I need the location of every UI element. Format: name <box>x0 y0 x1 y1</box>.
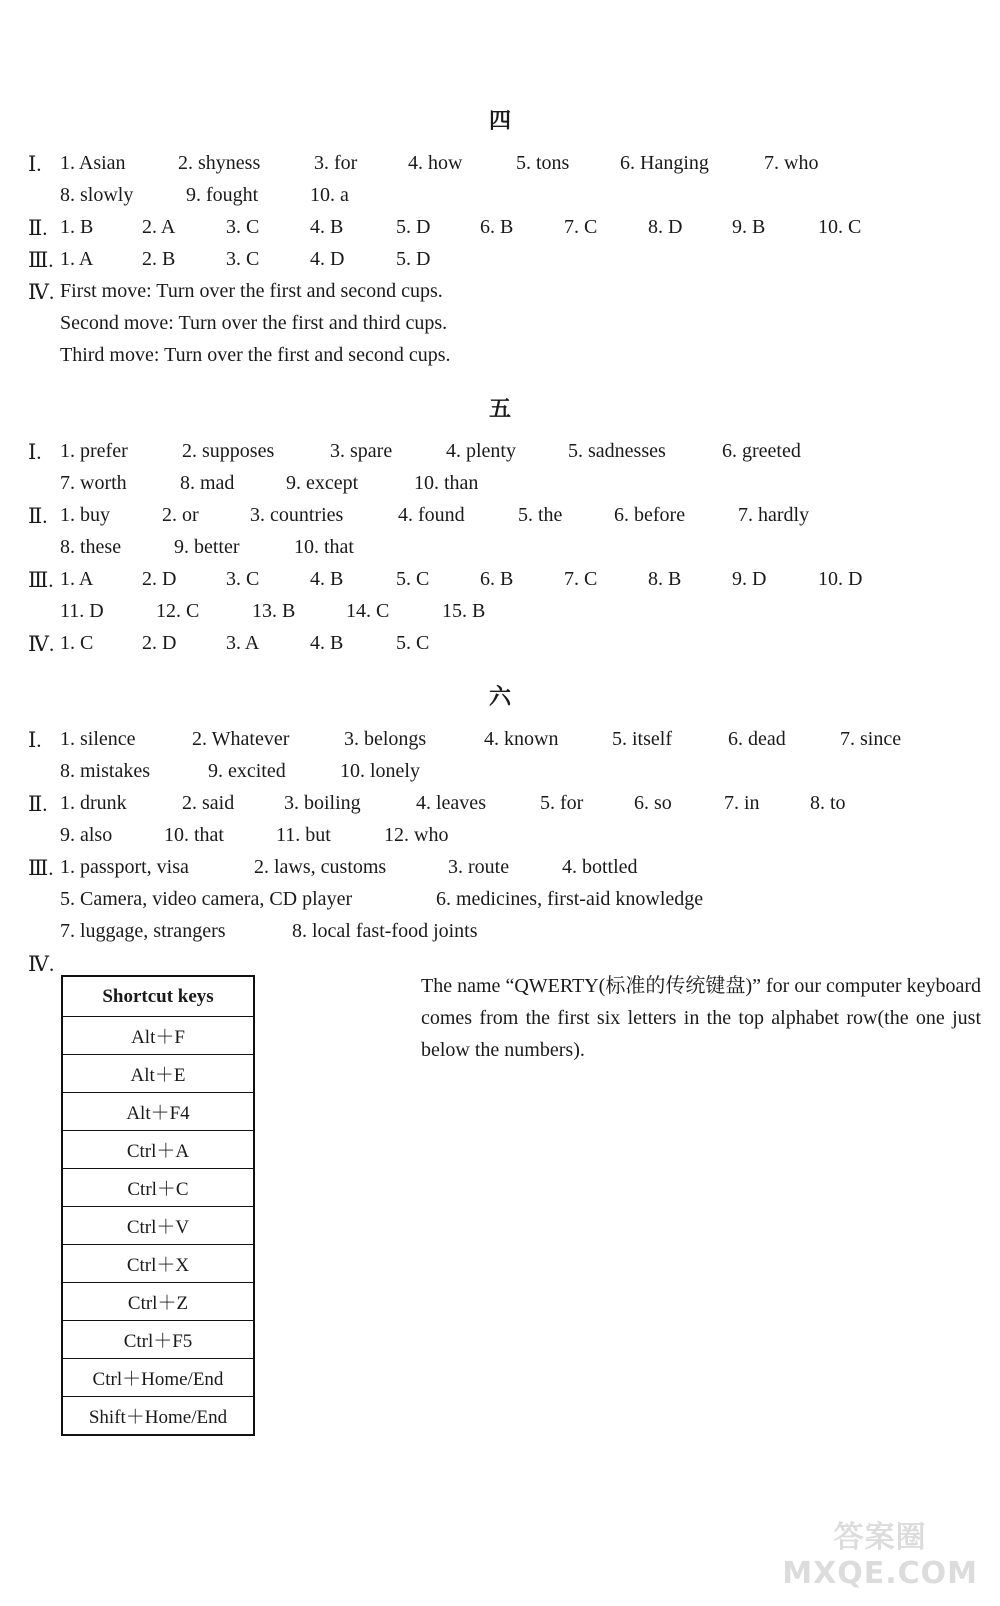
answer: 15. B <box>442 600 486 622</box>
qwerty-note: The name “QWERTY(标准的传统键盘)” for our computer keyboard comes from the first six letters in the top alphabet row(the one just below the numbers). <box>421 975 981 1061</box>
table-cell: Alt＋F <box>62 1017 254 1055</box>
table-row <box>62 1093 254 1131</box>
answer: 6. so <box>634 792 672 814</box>
answer: 7. C <box>564 216 598 238</box>
table-row <box>62 1245 254 1283</box>
answer: 6. greeted <box>722 440 801 462</box>
answer: 5. itself <box>612 728 672 750</box>
answer: 1. passport, visa <box>60 856 189 878</box>
roman-numeral: Ⅱ. <box>28 216 48 240</box>
roman-numeral: Ⅰ. <box>28 440 42 464</box>
answer: 8. local fast-food joints <box>292 920 478 942</box>
answer: 4. leaves <box>416 792 486 814</box>
answer: 13. B <box>252 600 296 622</box>
answer: 10. than <box>414 472 479 494</box>
answer: 4. B <box>310 216 344 238</box>
answer: 3. spare <box>330 440 393 462</box>
table-header-row <box>62 976 254 1017</box>
roman-numeral: Ⅲ. <box>28 568 54 592</box>
answer: 6. Hanging <box>620 152 709 174</box>
answer: 6. B <box>480 568 514 590</box>
table-row <box>62 1169 254 1207</box>
answer: 1. buy <box>60 504 110 526</box>
answer: 5. the <box>518 504 563 526</box>
answer: 8. slowly <box>60 184 134 206</box>
answer: 5. tons <box>516 152 570 174</box>
answer: 1. prefer <box>60 440 128 462</box>
answer: 7. in <box>724 792 760 814</box>
answer: 9. D <box>732 568 767 590</box>
watermark-line1: 答案圈 <box>833 1520 927 1555</box>
answer: 4. how <box>408 152 463 174</box>
answer: 9. also <box>60 824 113 846</box>
answer: Third move: Turn over the first and second cups. <box>60 344 451 366</box>
answer: 7. since <box>840 728 902 750</box>
table-row <box>62 1207 254 1245</box>
answer: First move: Turn over the first and second cups. <box>60 280 443 302</box>
answer: 2. D <box>142 568 177 590</box>
table-cell: Ctrl＋V <box>62 1207 254 1245</box>
answer: 8. D <box>648 216 683 238</box>
roman-numeral: Ⅱ. <box>28 792 48 816</box>
answer: 4. B <box>310 632 344 654</box>
table-cell: Ctrl＋Z <box>62 1283 254 1321</box>
table-cell: Ctrl＋C <box>62 1169 254 1207</box>
answer: 1. Asian <box>60 152 126 174</box>
answer: 9. except <box>286 472 359 494</box>
answer: 9. excited <box>208 760 286 782</box>
answer: 8. B <box>648 568 682 590</box>
table-cell: Ctrl＋F5 <box>62 1321 254 1359</box>
answer: 8. mad <box>180 472 235 494</box>
answer: 4. known <box>484 728 559 750</box>
shortcut-keys-table <box>61 975 255 1436</box>
table-row <box>62 1131 254 1169</box>
answer: 4. plenty <box>446 440 516 462</box>
answer: 2. shyness <box>178 152 261 174</box>
roman-numeral: Ⅰ. <box>28 728 42 752</box>
answer: 14. C <box>346 600 390 622</box>
answer: 7. worth <box>60 472 127 494</box>
answer: 4. found <box>398 504 465 526</box>
answer: 3. A <box>226 632 260 654</box>
table-row <box>62 1017 254 1055</box>
answer: 5. Camera, video camera, CD player <box>60 888 353 910</box>
answer: 10. lonely <box>340 760 420 782</box>
answer: 5. C <box>396 632 430 654</box>
roman-numeral: Ⅳ. <box>28 952 55 976</box>
answer: 11. but <box>276 824 331 846</box>
answer: 3. C <box>226 248 260 270</box>
table-cell: Ctrl＋Home/End <box>62 1359 254 1397</box>
answer: 7. luggage, strangers <box>60 920 226 942</box>
answer: 11. D <box>60 600 104 622</box>
answer: 2. Whatever <box>192 728 290 750</box>
answer: 3. boiling <box>284 792 361 814</box>
answer: 2. said <box>182 792 235 814</box>
answer: 6. dead <box>728 728 786 750</box>
answer: 8. these <box>60 536 122 558</box>
answer: 2. supposes <box>182 440 275 462</box>
answer: 9. fought <box>186 184 259 206</box>
section-title-5: 五 <box>488 397 511 422</box>
roman-numeral: Ⅲ. <box>28 856 54 880</box>
answer: 1. B <box>60 216 94 238</box>
answer: 6. medicines, first-aid knowledge <box>436 888 704 910</box>
table-cell: Ctrl＋A <box>62 1131 254 1169</box>
answer: 7. who <box>764 152 819 174</box>
answer: 4. B <box>310 568 344 590</box>
answer: 6. B <box>480 216 514 238</box>
answer: 1. A <box>60 248 94 270</box>
answer: 3. C <box>226 568 260 590</box>
table-cell: Shift＋Home/End <box>62 1397 254 1436</box>
table-cell: Alt＋E <box>62 1055 254 1093</box>
answer: 8. mistakes <box>60 760 150 782</box>
table-cell: Ctrl＋X <box>62 1245 254 1283</box>
roman-numeral: Ⅳ. <box>28 280 55 304</box>
answer: 10. that <box>164 824 224 846</box>
answer: 9. better <box>174 536 240 558</box>
answer: 3. belongs <box>344 728 427 750</box>
roman-numeral: Ⅲ. <box>28 248 54 272</box>
answer: 6. before <box>614 504 686 526</box>
answer: 9. B <box>732 216 766 238</box>
section-title-4: 四 <box>488 109 511 134</box>
answer: 2. B <box>142 248 176 270</box>
answer: 1. A <box>60 568 94 590</box>
answer: 12. who <box>384 824 449 846</box>
table-row <box>62 1055 254 1093</box>
answer: Second move: Turn over the first and third cups. <box>60 312 448 334</box>
watermark-line2: MXQE.COM <box>782 1556 978 1591</box>
answer: 10. D <box>818 568 863 590</box>
answer: 10. a <box>310 184 349 206</box>
table-row <box>62 1397 254 1436</box>
answer: 3. route <box>448 856 510 878</box>
roman-numeral: Ⅱ. <box>28 504 48 528</box>
answer: 1. C <box>60 632 94 654</box>
table-header: Shortcut keys <box>62 976 254 1017</box>
answer: 3. for <box>314 152 358 174</box>
answer: 4. D <box>310 248 345 270</box>
table-row <box>62 1283 254 1321</box>
roman-numeral: Ⅳ. <box>28 632 55 656</box>
table-cell: Alt＋F4 <box>62 1093 254 1131</box>
answer: 5. for <box>540 792 584 814</box>
section-title-6: 六 <box>488 685 511 710</box>
watermark <box>782 1520 978 1592</box>
answer: 10. C <box>818 216 862 238</box>
answer: 5. D <box>396 248 431 270</box>
answer: 2. laws, customs <box>254 856 387 878</box>
answer: 1. silence <box>60 728 136 750</box>
answer: 5. C <box>396 568 430 590</box>
table-row <box>62 1321 254 1359</box>
answer: 8. to <box>810 792 846 814</box>
answer: 7. C <box>564 568 598 590</box>
answer: 2. or <box>162 504 199 526</box>
answer: 10. that <box>294 536 354 558</box>
answer: 2. D <box>142 632 177 654</box>
answer: 2. A <box>142 216 176 238</box>
roman-numeral: Ⅰ. <box>28 152 42 176</box>
answer: 3. countries <box>250 504 344 526</box>
answer: 3. C <box>226 216 260 238</box>
answer: 4. bottled <box>562 856 638 878</box>
answer: 5. sadnesses <box>568 440 666 462</box>
answer: 7. hardly <box>738 504 810 526</box>
answer: 5. D <box>396 216 431 238</box>
table-row <box>62 1359 254 1397</box>
answer: 1. drunk <box>60 792 127 814</box>
answer: 12. C <box>156 600 200 622</box>
